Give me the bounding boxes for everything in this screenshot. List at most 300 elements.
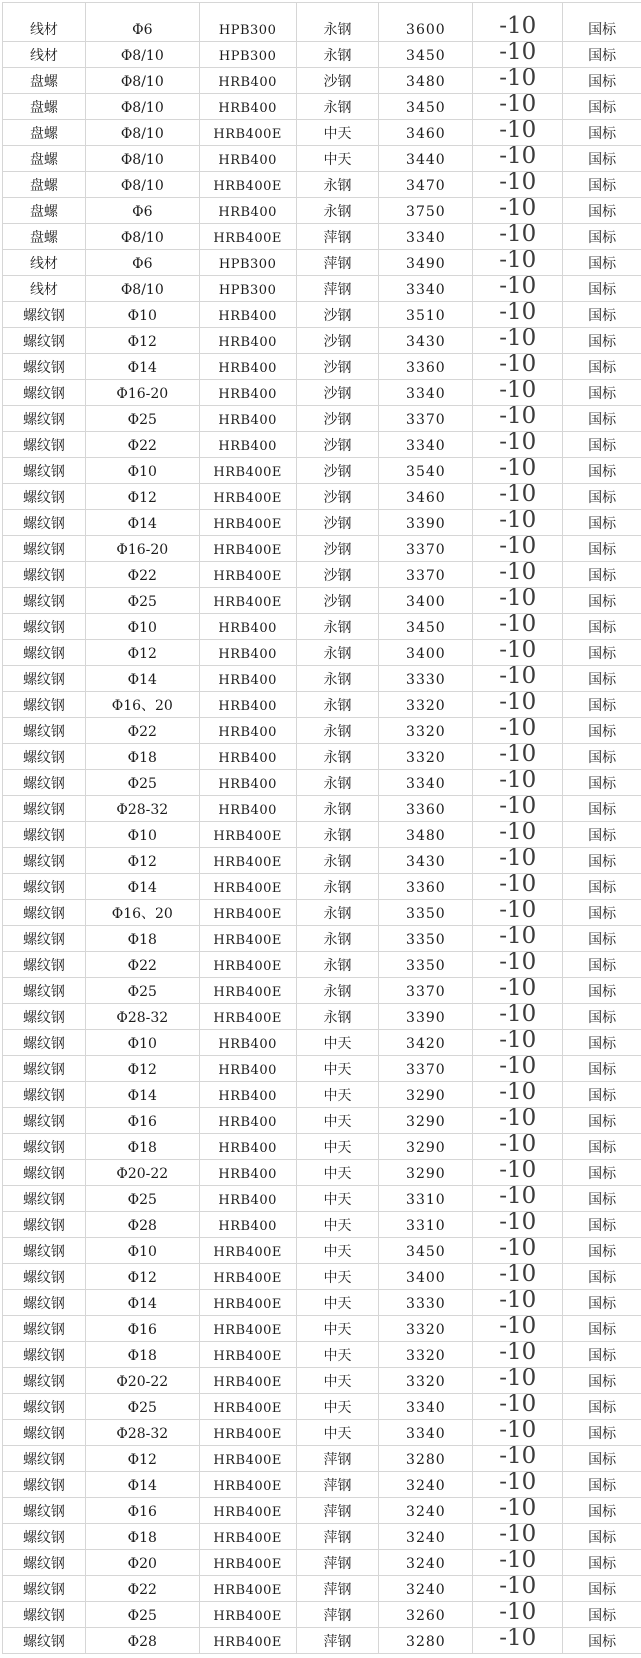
cell-grade[interactable]: HRB400E (200, 562, 297, 588)
cell-price[interactable]: 3290 (379, 1160, 473, 1186)
cell-spec[interactable]: Φ18 (86, 744, 200, 770)
cell-material[interactable]: 螺纹钢 (3, 562, 86, 588)
cell-material[interactable]: 螺纹钢 (3, 588, 86, 614)
cell-mill[interactable]: 沙钢 (297, 562, 380, 588)
cell-material[interactable]: 螺纹钢 (3, 1290, 86, 1316)
cell-material[interactable]: 螺纹钢 (3, 1550, 86, 1576)
cell-standard[interactable]: 国标 (563, 120, 641, 146)
cell-standard[interactable]: 国标 (563, 458, 641, 484)
cell-mill[interactable]: 沙钢 (297, 380, 380, 406)
cell-price[interactable]: 3320 (379, 1316, 473, 1342)
cell-spec[interactable]: Φ22 (86, 952, 200, 978)
cell-mill[interactable]: 永钢 (297, 614, 380, 640)
cell-standard[interactable]: 国标 (563, 900, 641, 926)
cell-material[interactable]: 螺纹钢 (3, 1368, 86, 1394)
cell-change[interactable]: -10 (473, 94, 563, 120)
cell-change[interactable]: -10 (473, 1446, 563, 1472)
cell-change[interactable]: -10 (473, 458, 563, 484)
cell-standard[interactable]: 国标 (563, 718, 641, 744)
cell-standard[interactable]: 国标 (563, 848, 641, 874)
cell-mill[interactable]: 中天 (297, 1134, 380, 1160)
cell-standard[interactable]: 国标 (563, 380, 641, 406)
cell-grade[interactable]: HRB400E (200, 1264, 297, 1290)
cell-standard[interactable]: 国标 (563, 692, 641, 718)
cell-standard[interactable]: 国标 (563, 1602, 641, 1628)
cell-mill[interactable]: 中天 (297, 1238, 380, 1264)
cell-material[interactable]: 螺纹钢 (3, 1394, 86, 1420)
cell-price[interactable]: 3370 (379, 1056, 473, 1082)
cell-spec[interactable]: Φ28 (86, 1212, 200, 1238)
cell-change[interactable]: -10 (473, 614, 563, 640)
cell-spec[interactable]: Φ14 (86, 354, 200, 380)
cell-standard[interactable]: 国标 (563, 1316, 641, 1342)
cell-material[interactable]: 螺纹钢 (3, 354, 86, 380)
cell-mill[interactable]: 萍钢 (297, 1498, 380, 1524)
cell-grade[interactable]: HRB400 (200, 68, 297, 94)
cell-standard[interactable]: 国标 (563, 640, 641, 666)
cell-mill[interactable]: 中天 (297, 1212, 380, 1238)
cell-grade[interactable]: HRB400E (200, 926, 297, 952)
cell-material[interactable]: 螺纹钢 (3, 1498, 86, 1524)
cell-price[interactable]: 3490 (379, 250, 473, 276)
cell-standard[interactable]: 国标 (563, 1342, 641, 1368)
cell-material[interactable]: 螺纹钢 (3, 874, 86, 900)
cell-change[interactable]: -10 (473, 1004, 563, 1030)
cell-mill[interactable]: 萍钢 (297, 1446, 380, 1472)
cell-spec[interactable]: Φ16-20 (86, 380, 200, 406)
cell-change[interactable]: -10 (473, 536, 563, 562)
cell-grade[interactable]: HRB400E (200, 1004, 297, 1030)
cell-standard[interactable]: 国标 (563, 822, 641, 848)
cell-change[interactable]: -10 (473, 1030, 563, 1056)
cell-material[interactable]: 螺纹钢 (3, 1160, 86, 1186)
cell-change[interactable]: -10 (473, 380, 563, 406)
cell-price[interactable]: 3320 (379, 1368, 473, 1394)
cell-change[interactable]: -10 (473, 1160, 563, 1186)
cell-grade[interactable]: HRB400E (200, 120, 297, 146)
cell-mill[interactable]: 沙钢 (297, 484, 380, 510)
cell-change[interactable]: -10 (473, 744, 563, 770)
cell-price[interactable]: 3320 (379, 744, 473, 770)
cell-change[interactable]: -10 (473, 354, 563, 380)
cell-price[interactable]: 3370 (379, 536, 473, 562)
cell-material[interactable]: 螺纹钢 (3, 302, 86, 328)
cell-price[interactable]: 3360 (379, 874, 473, 900)
cell-material[interactable]: 螺纹钢 (3, 822, 86, 848)
cell-spec[interactable]: Φ22 (86, 562, 200, 588)
cell-material[interactable]: 线材 (3, 42, 86, 68)
cell-standard[interactable]: 国标 (563, 1004, 641, 1030)
cell-mill[interactable]: 萍钢 (297, 1602, 380, 1628)
cell-material[interactable]: 螺纹钢 (3, 1056, 86, 1082)
cell-material[interactable]: 螺纹钢 (3, 1628, 86, 1654)
cell-price[interactable]: 3340 (379, 224, 473, 250)
cell-grade[interactable]: HRB400E (200, 1628, 297, 1654)
cell-grade[interactable]: HRB400E (200, 458, 297, 484)
cell-material[interactable]: 盘螺 (3, 68, 86, 94)
cell-spec[interactable]: Φ8/10 (86, 224, 200, 250)
cell-grade[interactable]: HRB400E (200, 1316, 297, 1342)
cell-spec[interactable]: Φ20-22 (86, 1160, 200, 1186)
cell-spec[interactable]: Φ6 (86, 198, 200, 224)
cell-mill[interactable]: 沙钢 (297, 458, 380, 484)
cell-standard[interactable]: 国标 (563, 406, 641, 432)
cell-spec[interactable]: Φ22 (86, 1576, 200, 1602)
cell-material[interactable]: 螺纹钢 (3, 536, 86, 562)
cell-change[interactable]: -10 (473, 1290, 563, 1316)
cell-mill[interactable]: 沙钢 (297, 68, 380, 94)
cell-spec[interactable]: Φ10 (86, 1030, 200, 1056)
cell-standard[interactable]: 国标 (563, 1030, 641, 1056)
cell-material[interactable]: 螺纹钢 (3, 510, 86, 536)
cell-standard[interactable]: 国标 (563, 1264, 641, 1290)
cell-mill[interactable]: 永钢 (297, 172, 380, 198)
cell-change[interactable]: -10 (473, 1316, 563, 1342)
cell-spec[interactable]: Φ12 (86, 848, 200, 874)
cell-price[interactable]: 3400 (379, 588, 473, 614)
cell-price[interactable]: 3320 (379, 692, 473, 718)
cell-grade[interactable]: HRB400 (200, 796, 297, 822)
cell-grade[interactable]: HRB400 (200, 640, 297, 666)
cell-price[interactable]: 3240 (379, 1524, 473, 1550)
cell-price[interactable]: 3510 (379, 302, 473, 328)
cell-change[interactable]: -10 (473, 1212, 563, 1238)
cell-mill[interactable]: 沙钢 (297, 432, 380, 458)
cell-standard[interactable]: 国标 (563, 146, 641, 172)
cell-change[interactable]: -10 (473, 1524, 563, 1550)
cell-spec[interactable]: Φ8/10 (86, 172, 200, 198)
cell-standard[interactable]: 国标 (563, 1290, 641, 1316)
cell-price[interactable]: 3240 (379, 1550, 473, 1576)
cell-mill[interactable]: 中天 (297, 1160, 380, 1186)
cell-spec[interactable]: Φ25 (86, 1186, 200, 1212)
cell-price[interactable]: 3400 (379, 640, 473, 666)
cell-grade[interactable]: HRB400E (200, 874, 297, 900)
cell-price[interactable]: 3370 (379, 562, 473, 588)
cell-mill[interactable]: 永钢 (297, 42, 380, 68)
cell-mill[interactable]: 永钢 (297, 900, 380, 926)
cell-change[interactable]: -10 (473, 224, 563, 250)
cell-standard[interactable]: 国标 (563, 1550, 641, 1576)
cell-material[interactable]: 螺纹钢 (3, 770, 86, 796)
cell-mill[interactable]: 沙钢 (297, 588, 380, 614)
cell-grade[interactable]: HRB400E (200, 1420, 297, 1446)
cell-grade[interactable]: HRB400 (200, 94, 297, 120)
cell-change[interactable]: -10 (473, 406, 563, 432)
cell-grade[interactable]: HRB400E (200, 1550, 297, 1576)
cell-change[interactable]: -10 (473, 822, 563, 848)
cell-price[interactable]: 3450 (379, 1238, 473, 1264)
cell-spec[interactable]: Φ28 (86, 1628, 200, 1654)
cell-spec[interactable]: Φ16 (86, 1108, 200, 1134)
cell-standard[interactable]: 国标 (563, 68, 641, 94)
cell-mill[interactable]: 中天 (297, 1082, 380, 1108)
cell-material[interactable]: 螺纹钢 (3, 1238, 86, 1264)
cell-grade[interactable]: HRB400 (200, 692, 297, 718)
cell-price[interactable]: 3370 (379, 978, 473, 1004)
cell-mill[interactable]: 永钢 (297, 744, 380, 770)
cell-price[interactable]: 3360 (379, 354, 473, 380)
cell-grade[interactable]: HRB400E (200, 900, 297, 926)
cell-material[interactable]: 螺纹钢 (3, 1576, 86, 1602)
cell-standard[interactable]: 国标 (563, 744, 641, 770)
cell-change[interactable]: -10 (473, 1238, 563, 1264)
cell-spec[interactable]: Φ18 (86, 926, 200, 952)
cell-material[interactable]: 螺纹钢 (3, 614, 86, 640)
cell-spec[interactable]: Φ8/10 (86, 94, 200, 120)
cell-spec[interactable]: Φ8/10 (86, 120, 200, 146)
cell-change[interactable]: -10 (473, 1498, 563, 1524)
cell-grade[interactable]: HRB400 (200, 1134, 297, 1160)
cell-grade[interactable]: HRB400 (200, 198, 297, 224)
cell-change[interactable]: -10 (473, 484, 563, 510)
cell-change[interactable]: -10 (473, 1134, 563, 1160)
cell-spec[interactable]: Φ8/10 (86, 42, 200, 68)
cell-spec[interactable]: Φ10 (86, 822, 200, 848)
cell-spec[interactable]: Φ8/10 (86, 68, 200, 94)
cell-material[interactable]: 螺纹钢 (3, 926, 86, 952)
cell-price[interactable]: 3420 (379, 1030, 473, 1056)
cell-material[interactable]: 螺纹钢 (3, 692, 86, 718)
cell-spec[interactable]: Φ16 (86, 1316, 200, 1342)
cell-price[interactable]: 3330 (379, 1290, 473, 1316)
cell-spec[interactable]: Φ25 (86, 978, 200, 1004)
cell-standard[interactable]: 国标 (563, 1134, 641, 1160)
cell-standard[interactable]: 国标 (563, 1238, 641, 1264)
cell-material[interactable]: 螺纹钢 (3, 666, 86, 692)
cell-price[interactable]: 3390 (379, 1004, 473, 1030)
cell-grade[interactable]: HRB400 (200, 614, 297, 640)
cell-mill[interactable]: 萍钢 (297, 250, 380, 276)
cell-price[interactable]: 3440 (379, 146, 473, 172)
cell-grade[interactable]: HRB400 (200, 744, 297, 770)
cell-price[interactable]: 3400 (379, 1264, 473, 1290)
cell-spec[interactable]: Φ16、20 (86, 900, 200, 926)
cell-mill[interactable]: 永钢 (297, 822, 380, 848)
cell-mill[interactable]: 永钢 (297, 796, 380, 822)
cell-price[interactable]: 3340 (379, 770, 473, 796)
cell-change[interactable]: -10 (473, 926, 563, 952)
cell-mill[interactable]: 中天 (297, 120, 380, 146)
cell-price[interactable]: 3350 (379, 900, 473, 926)
cell-change[interactable]: -10 (473, 1628, 563, 1654)
cell-grade[interactable]: HRB400 (200, 1082, 297, 1108)
cell-standard[interactable]: 国标 (563, 432, 641, 458)
cell-grade[interactable]: HPB300 (200, 276, 297, 302)
cell-mill[interactable]: 永钢 (297, 770, 380, 796)
cell-grade[interactable]: HRB400E (200, 510, 297, 536)
cell-standard[interactable]: 国标 (563, 1368, 641, 1394)
cell-standard[interactable]: 国标 (563, 42, 641, 68)
cell-mill[interactable]: 永钢 (297, 718, 380, 744)
cell-mill[interactable]: 沙钢 (297, 510, 380, 536)
cell-price[interactable]: 3350 (379, 952, 473, 978)
cell-material[interactable]: 螺纹钢 (3, 1004, 86, 1030)
cell-standard[interactable]: 国标 (563, 926, 641, 952)
cell-change[interactable]: -10 (473, 1342, 563, 1368)
cell-spec[interactable]: Φ25 (86, 406, 200, 432)
cell-price[interactable]: 3460 (379, 484, 473, 510)
cell-standard[interactable]: 国标 (563, 666, 641, 692)
cell-material[interactable]: 螺纹钢 (3, 1186, 86, 1212)
cell-mill[interactable]: 中天 (297, 1394, 380, 1420)
cell-spec[interactable]: Φ10 (86, 1238, 200, 1264)
cell-grade[interactable]: HRB400E (200, 1290, 297, 1316)
cell-price[interactable]: 3260 (379, 1602, 473, 1628)
cell-material[interactable]: 螺纹钢 (3, 1108, 86, 1134)
cell-material[interactable]: 螺纹钢 (3, 458, 86, 484)
cell-spec[interactable]: Φ18 (86, 1342, 200, 1368)
cell-grade[interactable]: HRB400 (200, 354, 297, 380)
cell-change[interactable]: -10 (473, 1186, 563, 1212)
cell-standard[interactable]: 国标 (563, 536, 641, 562)
cell-mill[interactable]: 永钢 (297, 926, 380, 952)
cell-change[interactable]: -10 (473, 1082, 563, 1108)
cell-price[interactable]: 3240 (379, 1472, 473, 1498)
cell-mill[interactable]: 永钢 (297, 666, 380, 692)
cell-price[interactable]: 3360 (379, 796, 473, 822)
cell-spec[interactable]: Φ12 (86, 1446, 200, 1472)
cell-material[interactable]: 盘螺 (3, 146, 86, 172)
cell-change[interactable]: -10 (473, 796, 563, 822)
cell-change[interactable]: -10 (473, 900, 563, 926)
cell-grade[interactable]: HRB400 (200, 1056, 297, 1082)
cell-grade[interactable]: HRB400E (200, 978, 297, 1004)
cell-material[interactable]: 线材 (3, 250, 86, 276)
cell-change[interactable]: -10 (473, 198, 563, 224)
cell-material[interactable]: 盘螺 (3, 120, 86, 146)
cell-grade[interactable]: HRB400E (200, 484, 297, 510)
cell-price[interactable]: 3240 (379, 1576, 473, 1602)
cell-price[interactable]: 3390 (379, 510, 473, 536)
cell-standard[interactable]: 国标 (563, 1628, 641, 1654)
cell-mill[interactable]: 萍钢 (297, 224, 380, 250)
cell-mill[interactable]: 永钢 (297, 94, 380, 120)
cell-grade[interactable]: HRB400E (200, 224, 297, 250)
cell-change[interactable]: -10 (473, 42, 563, 68)
cell-spec[interactable]: Φ12 (86, 484, 200, 510)
cell-grade[interactable]: HRB400 (200, 1108, 297, 1134)
cell-price[interactable]: 3310 (379, 1212, 473, 1238)
cell-grade[interactable]: HRB400 (200, 328, 297, 354)
cell-grade[interactable]: HRB400E (200, 1394, 297, 1420)
cell-grade[interactable]: HRB400 (200, 1212, 297, 1238)
cell-mill[interactable]: 永钢 (297, 848, 380, 874)
cell-material[interactable]: 螺纹钢 (3, 718, 86, 744)
cell-spec[interactable]: Φ10 (86, 614, 200, 640)
cell-price[interactable]: 3290 (379, 1108, 473, 1134)
cell-grade[interactable]: HRB400 (200, 432, 297, 458)
cell-material[interactable]: 螺纹钢 (3, 900, 86, 926)
cell-price[interactable]: 3340 (379, 1420, 473, 1446)
cell-material[interactable]: 螺纹钢 (3, 848, 86, 874)
cell-standard[interactable]: 国标 (563, 172, 641, 198)
cell-standard[interactable]: 国标 (563, 302, 641, 328)
cell-grade[interactable]: HRB400E (200, 848, 297, 874)
cell-price[interactable]: 3430 (379, 848, 473, 874)
cell-standard[interactable]: 国标 (563, 198, 641, 224)
cell-change[interactable]: -10 (473, 146, 563, 172)
cell-spec[interactable]: Φ14 (86, 510, 200, 536)
cell-spec[interactable]: Φ25 (86, 1394, 200, 1420)
cell-change[interactable]: -10 (473, 328, 563, 354)
cell-price[interactable]: 3480 (379, 822, 473, 848)
cell-material[interactable]: 螺纹钢 (3, 1602, 86, 1628)
cell-standard[interactable]: 国标 (563, 510, 641, 536)
cell-change[interactable]: -10 (473, 172, 563, 198)
cell-material[interactable]: 螺纹钢 (3, 432, 86, 458)
cell-spec[interactable]: Φ12 (86, 640, 200, 666)
cell-standard[interactable]: 国标 (563, 1446, 641, 1472)
cell-standard[interactable]: 国标 (563, 796, 641, 822)
cell-grade[interactable]: HRB400 (200, 1030, 297, 1056)
cell-material[interactable]: 盘螺 (3, 94, 86, 120)
cell-spec[interactable]: Φ16、20 (86, 692, 200, 718)
cell-price[interactable]: 3470 (379, 172, 473, 198)
cell-spec[interactable]: Φ6 (86, 3, 200, 42)
cell-mill[interactable]: 沙钢 (297, 302, 380, 328)
cell-change[interactable]: -10 (473, 68, 563, 94)
cell-grade[interactable]: HPB300 (200, 3, 297, 42)
cell-mill[interactable]: 永钢 (297, 874, 380, 900)
cell-standard[interactable]: 国标 (563, 614, 641, 640)
cell-change[interactable]: -10 (473, 1602, 563, 1628)
cell-spec[interactable]: Φ14 (86, 1472, 200, 1498)
cell-standard[interactable]: 国标 (563, 1160, 641, 1186)
cell-mill[interactable]: 永钢 (297, 1004, 380, 1030)
cell-price[interactable]: 3310 (379, 1186, 473, 1212)
cell-change[interactable]: -10 (473, 978, 563, 1004)
cell-spec[interactable]: Φ10 (86, 458, 200, 484)
cell-spec[interactable]: Φ8/10 (86, 146, 200, 172)
cell-spec[interactable]: Φ22 (86, 432, 200, 458)
cell-change[interactable]: -10 (473, 770, 563, 796)
cell-mill[interactable]: 萍钢 (297, 1472, 380, 1498)
cell-material[interactable]: 螺纹钢 (3, 1082, 86, 1108)
cell-price[interactable]: 3370 (379, 406, 473, 432)
cell-mill[interactable]: 中天 (297, 1186, 380, 1212)
cell-price[interactable]: 3340 (379, 1394, 473, 1420)
cell-material[interactable]: 盘螺 (3, 172, 86, 198)
cell-price[interactable]: 3320 (379, 1342, 473, 1368)
cell-price[interactable]: 3340 (379, 432, 473, 458)
cell-change[interactable]: -10 (473, 692, 563, 718)
cell-change[interactable]: -10 (473, 1420, 563, 1446)
cell-price[interactable]: 3280 (379, 1446, 473, 1472)
cell-price[interactable]: 3460 (379, 120, 473, 146)
cell-standard[interactable]: 国标 (563, 1524, 641, 1550)
cell-mill[interactable]: 永钢 (297, 640, 380, 666)
cell-mill[interactable]: 沙钢 (297, 354, 380, 380)
cell-spec[interactable]: Φ25 (86, 1602, 200, 1628)
cell-mill[interactable]: 永钢 (297, 3, 380, 42)
cell-mill[interactable]: 萍钢 (297, 276, 380, 302)
cell-standard[interactable]: 国标 (563, 770, 641, 796)
cell-grade[interactable]: HRB400 (200, 1160, 297, 1186)
cell-price[interactable]: 3340 (379, 380, 473, 406)
cell-material[interactable]: 螺纹钢 (3, 1030, 86, 1056)
cell-spec[interactable]: Φ28-32 (86, 796, 200, 822)
cell-mill[interactable]: 永钢 (297, 978, 380, 1004)
cell-price[interactable]: 3290 (379, 1134, 473, 1160)
cell-spec[interactable]: Φ12 (86, 328, 200, 354)
cell-material[interactable]: 螺纹钢 (3, 1420, 86, 1446)
cell-change[interactable]: -10 (473, 1472, 563, 1498)
cell-standard[interactable]: 国标 (563, 1186, 641, 1212)
cell-spec[interactable]: Φ8/10 (86, 276, 200, 302)
cell-price[interactable]: 3350 (379, 926, 473, 952)
cell-spec[interactable]: Φ12 (86, 1056, 200, 1082)
